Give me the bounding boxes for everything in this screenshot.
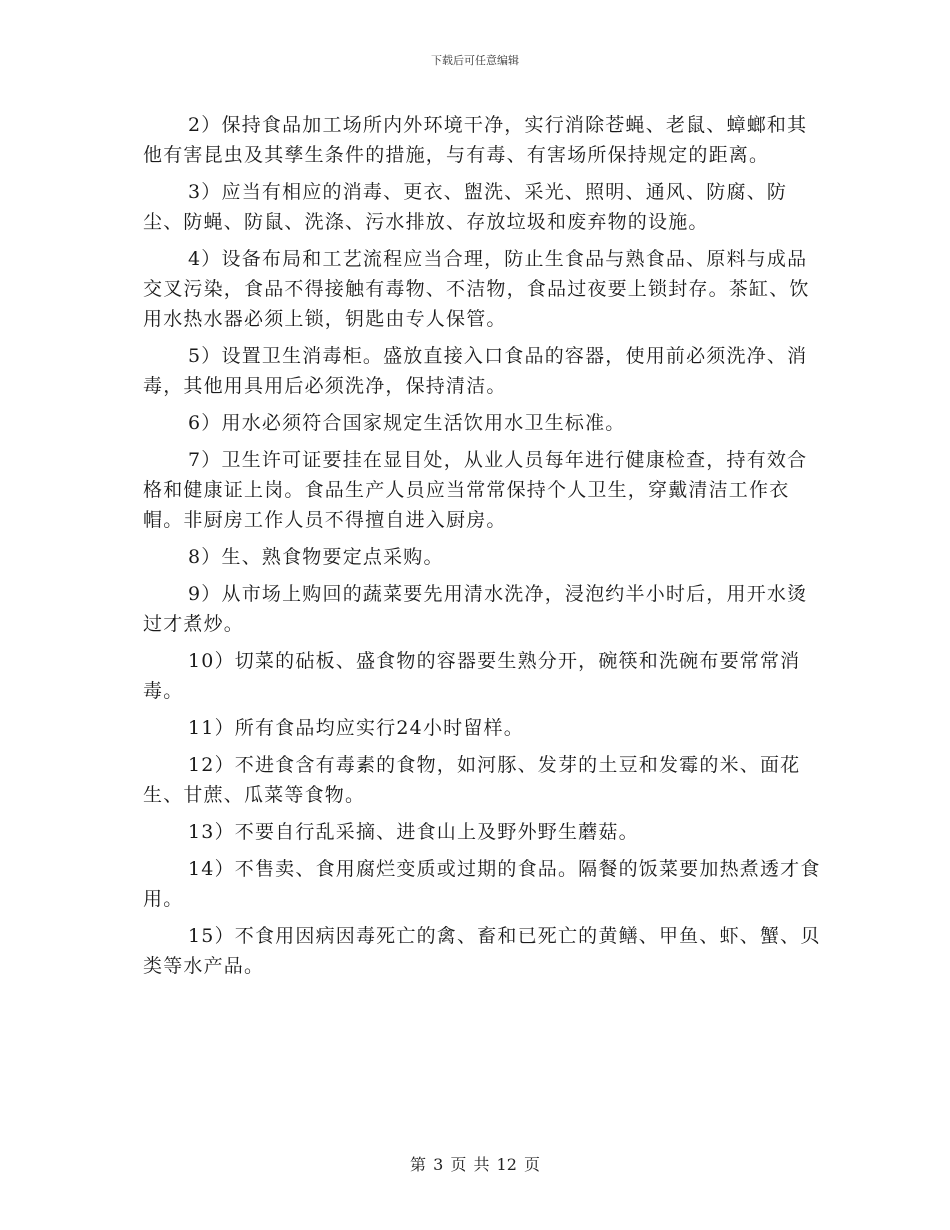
paragraph-item-6: 6）用水必须符合国家规定生活饮用水卫生标准。: [188, 412, 626, 434]
paragraph-item-10: 10）切菜的砧板、盛食物的容器要生熟分开，碗筷和洗碗布要常常消毒。: [143, 650, 801, 702]
paragraph-item-8: 8）生、熟食物要定点采购。: [188, 546, 444, 568]
paragraph-item-13: 13）不要自行乱采摘、进食山上及野外野生蘑菇。: [188, 821, 639, 843]
paragraph-item-9: 9）从市场上购回的蔬菜要先用清水洗净，浸泡约半小时后，用开水烫过才煮炒。: [143, 583, 808, 635]
paragraph-item-15: 15）不食用因病因毒死亡的禽、畜和已死亡的黄鳝、甲鱼、虾、蟹、贝类等水产品。: [143, 925, 821, 977]
paragraph-item-14: 14）不售卖、食用腐烂变质或过期的食品。隔餐的饭菜要加热煮透才食用。: [143, 858, 821, 910]
paragraph-item-3: 3）应当有相应的消毒、更衣、盥洗、采光、照明、通风、防腐、防尘、防蝇、防鼠、洗涤、污水排放、存放垃圾和废弃物的设施。: [143, 181, 788, 233]
paragraph-item-7: 7）卫生许可证要挂在显目处，从业人员每年进行健康检查，持有效合格和健康证上岗。食品生产人员应当常常保持个人卫生，穿戴清洁工作衣帽。非厨房工作人员不得擅自进入厨房。: [143, 449, 808, 531]
paragraph-item-4: 4）设备布局和工艺流程应当合理，防止生食品与熟食品、原料与成品交叉污染，食品不得接触有毒物、不洁物，食品过夜要上锁封存。茶缸、饮用水热水器必须上锁，钥匙由专人保管。: [143, 248, 810, 330]
paragraph-item-11: 11）所有食品均应实行24小时留样。: [188, 717, 524, 739]
paragraph-item-5: 5）设置卫生消毒柜。盛放直接入口食品的容器，使用前必须洗净、消毒，其他用具用后必须洗净，保持清洁。: [143, 345, 808, 397]
page-header: 下载后可任意编辑: [431, 54, 519, 67]
paragraph-item-12: 12）不进食含有毒素的食物，如河豚、发芽的土豆和发霉的米、面花生、甘蔗、瓜菜等食物。: [143, 754, 801, 806]
page-footer: 第 3 页 共 12 页: [410, 1155, 540, 1174]
document-body: [143, 110, 823, 988]
paragraph-item-2: 2）保持食品加工场所内外环境干净，实行消除苍蝇、老鼠、蟑螂和其他有害昆虫及其孳生条件的措施，与有毒、有害场所保持规定的距离。: [143, 114, 808, 166]
